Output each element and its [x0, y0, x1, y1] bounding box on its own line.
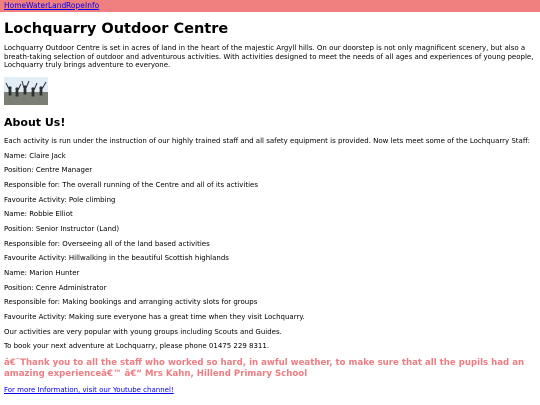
booking-note: To book your next adventure at Lochquarry, please phone 01475 229 8311.: [4, 342, 270, 350]
staff-name: Name: Marion Hunter: [4, 269, 80, 277]
people-photo-icon: [4, 77, 48, 105]
staff-position: Position: Cenre Administrator: [4, 284, 107, 292]
staff-position: Position: Senior Instructor (Land): [4, 225, 120, 233]
staff-favourite: Favourite Activity: Hillwalking in the beautiful Scottish highlands: [4, 254, 229, 262]
staff-responsibility: Responsible for: Overseeing all of the land based activities: [4, 240, 210, 248]
staff-responsibility: Responsible for: Making bookings and arranging activity slots for groups: [4, 298, 258, 306]
group-photo: [4, 77, 48, 105]
nav-link-home[interactable]: Home: [4, 1, 27, 10]
staff-position: Position: Centre Manager: [4, 166, 93, 174]
intro-paragraph: Lochquarry Outdoor Centre is set in acres of land in the heart of the majestic Argyll hills. On our doorstep is not only magnificent scenery, but also a breath-taking selection of outdoor and adventurous activities. With activities designed to meet the needs of all ages and experiences of young people, Lochquarry truly brings adventure to everyone.: [4, 44, 534, 70]
nav-bar: [0, 0, 540, 12]
nav-link-water[interactable]: Water: [26, 1, 49, 10]
about-lead: Each activity is run under the instruction of our highly trained staff and all safety equipment is provided. Now lets meet some of the Lochquarry Staff:: [4, 137, 531, 145]
nav-link-info[interactable]: Info: [85, 1, 100, 10]
about-heading: About Us!: [4, 116, 66, 129]
youtube-link[interactable]: For more Information, visit our Youtube channel!: [4, 386, 174, 394]
staff-favourite: Favourite Activity: Making sure everyone has a great time when they visit Lochquarry.: [4, 313, 305, 321]
staff-responsibility: Responsible for: The overall running of the Centre and all of its activities: [4, 181, 258, 189]
staff-name: Name: Claire Jack: [4, 152, 66, 160]
staff-name: Name: Robbie Elliot: [4, 210, 73, 218]
nav-link-land[interactable]: Land: [48, 1, 67, 10]
testimonial-quote: â€˜Thank you to all the staff who worked so hard, in awful weather, to make sure that all the pupils had an amazing experienceâ€™ â€“ Mrs Kahn, Hillend Primary School: [4, 358, 525, 379]
staff-favourite: Favourite Activity: Pole climbing: [4, 196, 116, 204]
popular-note: Our activities are very popular with young groups including Scouts and Guides.: [4, 328, 282, 336]
nav-link-rope[interactable]: Rope: [66, 1, 85, 10]
page-title: Lochquarry Outdoor Centre: [4, 21, 229, 37]
